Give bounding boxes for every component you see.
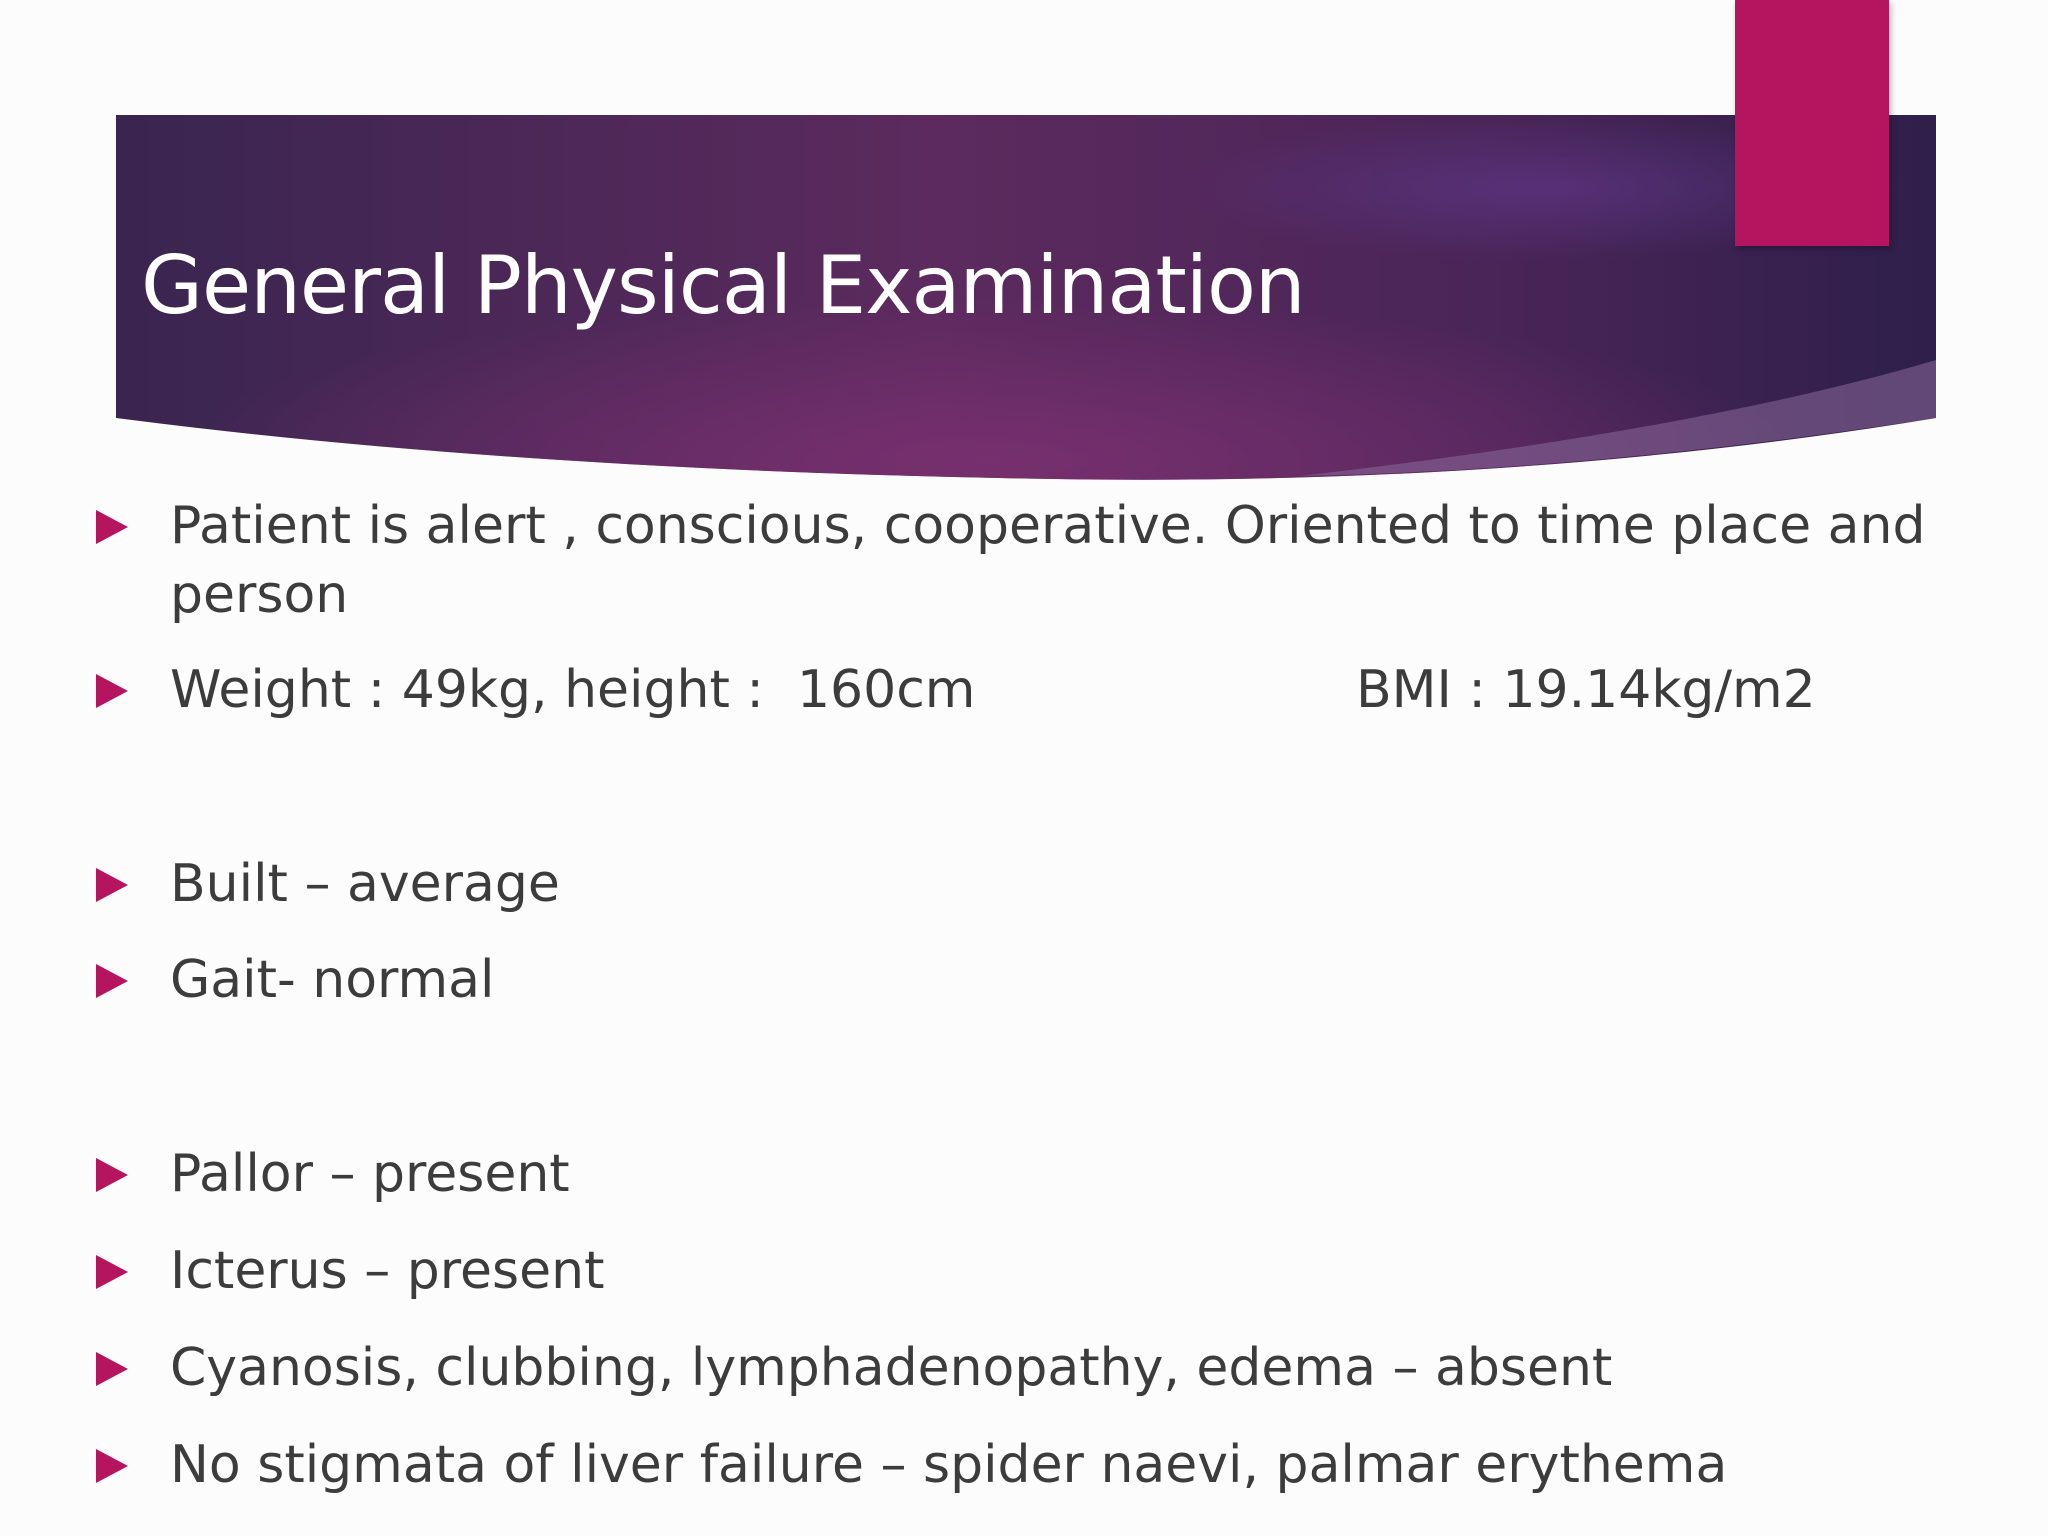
bullet-text: Cyanosis, clubbing, lymphadenopathy, edema – absent [170, 1338, 1613, 1398]
bullet-text: No stigmata of liver failure – spider naevi, palmar erythema [170, 1435, 1728, 1495]
bullet-text: Icterus – present [170, 1241, 605, 1301]
bullet-text: Built – average [170, 854, 560, 914]
triangle-bullet-icon [96, 674, 128, 708]
triangle-bullet-icon [96, 964, 128, 998]
triangle-bullet-icon [96, 510, 128, 544]
bullet-text: Pallor – present [170, 1144, 570, 1204]
triangle-bullet-icon [96, 1449, 128, 1483]
triangle-bullet-icon [96, 1352, 128, 1386]
triangle-bullet-icon [96, 868, 128, 902]
bmi-text: BMI : 19.14kg/m2 [1356, 660, 1816, 720]
triangle-bullet-icon [96, 1158, 128, 1192]
bullet-text: Weight : 49kg, height : 160cm [170, 660, 976, 720]
bullet-text: Gait- normal [170, 950, 495, 1010]
slide-title: General Physical Examination [141, 239, 1305, 332]
bullet-text: Patient is alert , conscious, cooperative. Oriented to time place and person [170, 496, 1926, 625]
triangle-bullet-icon [96, 1255, 128, 1289]
